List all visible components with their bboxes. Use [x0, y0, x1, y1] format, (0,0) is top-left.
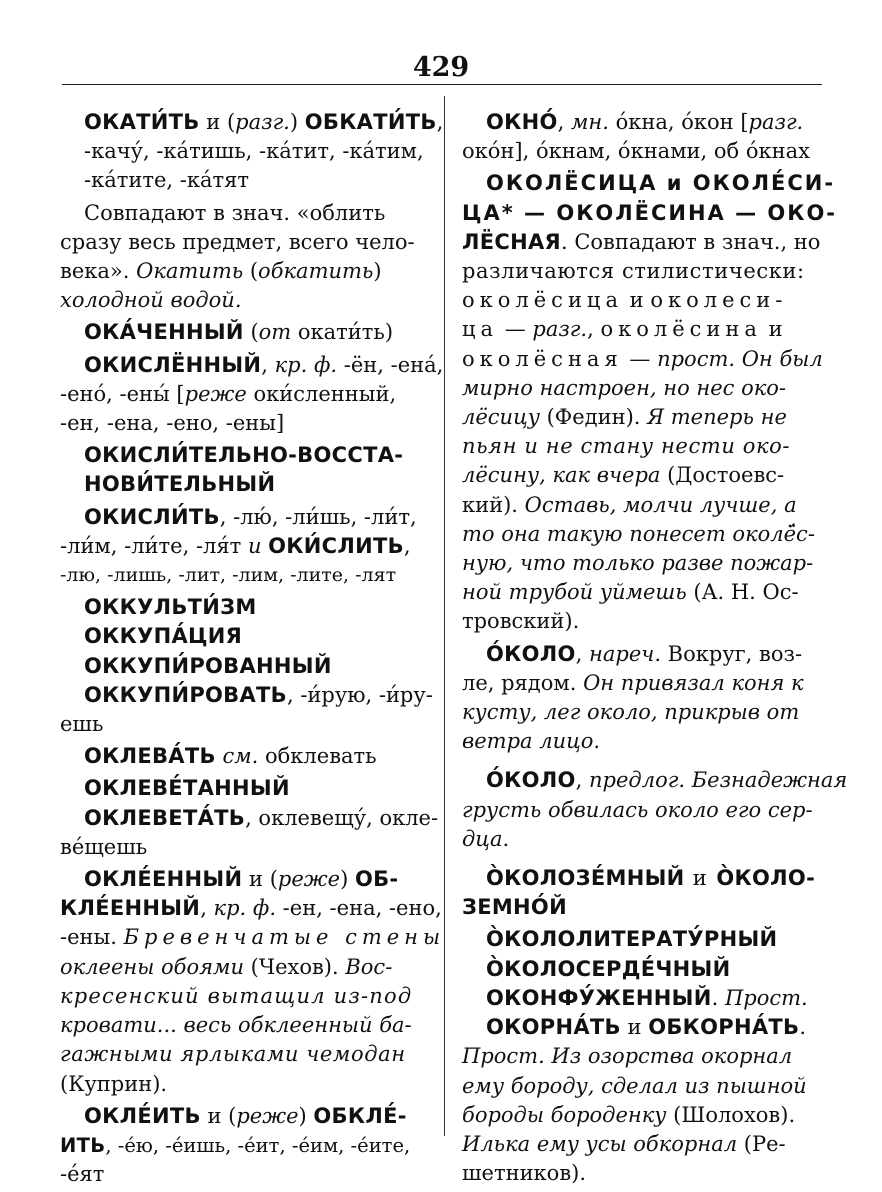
example-italic: Илька ему усы обкорнал [462, 1131, 738, 1156]
text-span: -ено́, -ены́ [ [60, 381, 185, 406]
text-span: ве́щешь [60, 834, 148, 859]
headword: О́КОЛО [486, 641, 576, 666]
text-line [60, 166, 416, 195]
text-line [462, 607, 820, 636]
text-line [462, 698, 820, 727]
headword: ОКИСЛИ́ТЬ [84, 504, 220, 529]
example-italic: Прост. Из озорства окорнал [462, 1044, 793, 1069]
text-span: , [575, 768, 590, 793]
text-line [60, 1040, 416, 1069]
entry-okatit [60, 108, 444, 196]
text-span: ( [243, 259, 259, 284]
entry-okolo-narech [462, 640, 820, 757]
example-italic: то она такую понесет околё́с- [462, 521, 815, 546]
example-italic: грусть обвилась около его сер- [462, 797, 813, 822]
entry-okachenny [60, 318, 416, 347]
example-italic: Я теперь не [647, 405, 787, 430]
text-span: ле, рядом. [462, 670, 584, 695]
headword: О̀КОЛОЗЕ́МНЫЙ [486, 866, 685, 891]
headword: ОКАТИ́ТЬ [84, 110, 200, 134]
text-line [462, 578, 820, 607]
text-line [462, 669, 820, 698]
text-span: (Шолохов). [666, 1102, 796, 1127]
label-italic: Прост. [724, 985, 808, 1010]
entry-okornat [462, 1013, 820, 1188]
entry-okololiteraturny [462, 925, 820, 954]
text-line [462, 549, 820, 578]
text-line [60, 1011, 416, 1040]
text-line [462, 640, 820, 669]
text-line [462, 461, 820, 490]
headword: ОККУЛЬТИ́ЗМ [84, 595, 257, 620]
text-line [60, 1131, 416, 1160]
text-line [462, 984, 820, 1013]
text-line [462, 374, 820, 403]
label-italic: нареч. [589, 641, 661, 666]
text-span: , [575, 641, 590, 666]
text-line [462, 286, 820, 315]
text-line [462, 825, 820, 854]
text-span: -ка́тите, -ка́тят [84, 168, 249, 193]
entry-okleenny [60, 865, 446, 1099]
text-line [462, 1130, 820, 1159]
label-italic: реже [277, 867, 341, 892]
label-italic: от [258, 320, 292, 345]
headword: ОККУПА́ЦИЯ [84, 624, 243, 649]
text-span: — [622, 346, 658, 371]
header-rule [62, 84, 822, 85]
text-span: различаются стилистически: [462, 259, 805, 284]
headword: ОКОЛЁСИЦА и ОКОЛЕ́СИ- [486, 171, 836, 196]
text-span: -ли́м, -ли́те, -ля́т [60, 533, 248, 558]
text-span: кий). [462, 492, 525, 517]
entry-okkupatsiya [60, 622, 416, 651]
headword: О̀КОЛО- [716, 866, 816, 891]
example-italic: Он привязал коня к [583, 670, 804, 695]
text-span: и [620, 1015, 649, 1040]
text-span: (Куприн). [60, 1071, 168, 1096]
entry-okolesitsa [462, 169, 838, 636]
entry-okonfuzhenny [462, 984, 820, 1013]
entry-okislenny [60, 351, 444, 439]
text-line [60, 532, 416, 561]
headword: КЛЕ́ЕННЫЙ [60, 896, 201, 921]
example-italic: лёсицу [462, 405, 540, 430]
spaced-word: околёсина [600, 317, 762, 342]
headword: ЛЁСНАЯ [462, 229, 561, 254]
text-span: (А. Н. Ос- [686, 580, 799, 605]
headword: ОКА́ЧЕННЫЙ [84, 320, 244, 345]
text-span: -лю, -лишь, -лит, -лим, -лите, -лят [60, 564, 397, 587]
text-span: , [261, 352, 275, 377]
headword: ОБКЛЕ́- [313, 1103, 407, 1128]
headword: ОКИ́СЛИТЬ [268, 533, 404, 558]
example-italic: ной трубой уймешь [462, 580, 687, 605]
text-span: -ен, -ена, -ено, -ены] [60, 411, 285, 436]
entry-oklevat [60, 742, 416, 771]
text-line [60, 228, 416, 257]
label-italic: кр. ф. [274, 352, 338, 377]
example-italic: пьян и не стану нести око- [462, 434, 791, 459]
headword: ОККУПИ́РОВАТЬ [84, 682, 287, 707]
text-line [462, 257, 820, 286]
headword: О̀КОЛОСЕРДЕ́ЧНЫЙ [486, 956, 731, 981]
headword: ОБ- [354, 867, 399, 892]
text-span: окати́ть) [291, 320, 394, 345]
example-italic: Окатить [136, 259, 244, 284]
text-line [60, 710, 416, 739]
headword: ОБКОРНА́ТЬ [648, 1015, 800, 1040]
example-italic: прост. Он был [657, 346, 823, 371]
text-line [60, 804, 439, 833]
text-span: (Достоевс- [660, 463, 785, 488]
example-italic: оклеены обоями [60, 954, 244, 979]
text-span: и [622, 288, 651, 313]
text-span: (Федин). [539, 405, 648, 430]
headword: ОКЛЕВЕ́ТАННЫЙ [84, 776, 290, 801]
entry-okolozemny [462, 864, 820, 922]
text-span: -качу́, -ка́тишь, -ка́тит, -ка́тим, [84, 139, 424, 164]
text-span: ) [373, 259, 382, 284]
label-italic: реже [236, 1103, 299, 1128]
text-line [462, 491, 820, 520]
text-span: и ( [199, 110, 236, 134]
text-span: -е́ят [60, 1162, 105, 1187]
text-span: , оклевещу́, окле- [245, 805, 439, 830]
text-span: о́кна, о́кон [ [608, 110, 749, 134]
headword: ОКОНФУ́ЖЕННЫЙ [486, 985, 712, 1010]
text-line [60, 833, 416, 862]
text-span: -ены. [60, 925, 124, 950]
example-italic: ветра лицо. [462, 729, 601, 754]
text-line [60, 982, 416, 1011]
text-line [60, 380, 416, 409]
text-line [60, 108, 444, 137]
column-divider [444, 96, 445, 1136]
spaced-word: околеси- [650, 288, 788, 313]
headword: ОКИСЛЁННЫЙ [84, 352, 262, 377]
entry-okkultizm [60, 593, 416, 622]
text-span: и [761, 317, 783, 342]
text-span: , [557, 110, 572, 134]
example-italic: Бревенчатые стены [123, 925, 446, 950]
example-italic: холодной водой. [60, 288, 242, 313]
label-italic: разг. [235, 110, 290, 134]
right-column [462, 108, 848, 1191]
text-span: (Ре- [737, 1131, 786, 1156]
entry-okolo-predlog [462, 766, 848, 854]
label-italic: мн. [571, 110, 609, 134]
text-span: . [711, 985, 725, 1010]
headword: ЦА* — ОКОЛЁСИНА — ОКО- [462, 200, 838, 225]
label-italic: и [247, 533, 262, 558]
text-line [462, 520, 820, 549]
text-span: и ( [200, 1103, 237, 1128]
text-span: . Совпадают в знач., но [561, 229, 821, 254]
text-span: ( [243, 320, 259, 345]
example-italic: кровати... весь обклеенный ба- [60, 1013, 412, 1038]
text-line [60, 1070, 416, 1099]
text-line [60, 286, 416, 315]
entry-okoloserdechny [462, 955, 820, 984]
text-span: , -е́ю, -е́ишь, -е́ит, -е́им, -е́ите, [105, 1133, 411, 1157]
text-span: обклевать [258, 744, 377, 769]
text-line [462, 766, 848, 795]
headword: ОБКАТИ́ТЬ [304, 110, 437, 134]
example-italic: гажными ярлыками чемодан [60, 1042, 406, 1067]
entry-okislitelno [60, 441, 416, 499]
example-italic: мирно настроен, но нес око- [462, 375, 787, 400]
text-line [462, 1042, 820, 1071]
text-line [462, 1159, 820, 1188]
example-italic: предлог. Безнадежная [589, 768, 848, 793]
text-span: -ен, -ена, -ено, [276, 896, 442, 921]
left-column [60, 108, 446, 1192]
text-line [60, 865, 416, 894]
headword: ОКЛЕ́ИТЬ [84, 1103, 201, 1128]
spaced-word: околёсная [462, 346, 623, 371]
text-span: , -и́рую, -и́ру- [286, 682, 433, 707]
text-span: -ён, -ена́, [337, 352, 444, 377]
headword: ОКНО́ [486, 110, 558, 134]
headword: ОКЛЕВЕТА́ТЬ [84, 805, 246, 830]
example-italic: Вос- [345, 954, 393, 979]
text-line [462, 228, 820, 257]
text-span: ) [289, 110, 305, 134]
example-italic: кресенский вытащил из-под [60, 983, 413, 1008]
headword: ОКЛЕВА́ТЬ [84, 744, 216, 769]
headword: ЗЕМНО́Й [462, 895, 567, 920]
label-italic: см. [222, 744, 259, 769]
headword: НОВИ́ТЕЛЬНЫЙ [84, 472, 276, 497]
text-line [60, 681, 433, 710]
text-line [462, 864, 820, 893]
text-span: око́н], о́кнам, о́кнами, об о́кнах [462, 139, 810, 164]
entry-okleit [60, 1102, 416, 1190]
example-italic: дца. [462, 826, 510, 851]
text-line [60, 1102, 416, 1131]
text-span: , [200, 896, 214, 921]
text-line [60, 923, 446, 952]
text-span: Совпадают в знач. «облить [84, 200, 386, 225]
text-span: . [799, 1015, 807, 1040]
spaced-word: околёсица [462, 288, 623, 313]
text-line [462, 315, 820, 344]
example-italic: Оставь, молчи лучше, а [524, 492, 797, 517]
text-line [60, 742, 416, 771]
text-span: шетников). [462, 1161, 587, 1186]
label-italic: кр. ф. [213, 896, 276, 921]
text-span: оки́сленный, [246, 381, 397, 406]
text-span: тровский). [462, 609, 580, 634]
text-span: сразу весь предмет, всего чело- [60, 229, 415, 254]
headword: О́КОЛО [486, 768, 576, 793]
text-line [60, 894, 442, 923]
text-line [60, 137, 424, 166]
text-line [60, 409, 416, 438]
entry-okno [462, 108, 820, 166]
text-line [60, 503, 416, 532]
text-line [462, 1101, 820, 1130]
text-line [60, 199, 416, 228]
text-span: века». [60, 259, 137, 284]
label-italic: разг. [748, 110, 804, 134]
example-italic: лёсину, как вчера [462, 463, 661, 488]
text-span: , -лю́, -ли́шь, -ли́т, [219, 504, 417, 529]
example-italic: кусту, лег около, прикрыв от [462, 700, 800, 725]
entry-okislit [60, 503, 416, 591]
example-italic: обкатить [258, 259, 374, 284]
entry-okkupirovanny [60, 652, 416, 681]
text-line [60, 561, 416, 590]
text-line [60, 257, 416, 286]
headword: ОККУПИ́РОВАННЫЙ [84, 653, 332, 678]
text-line [60, 351, 444, 380]
text-span: (Чехов). [243, 954, 346, 979]
text-line [462, 345, 823, 374]
text-line [462, 1013, 820, 1042]
text-line [462, 108, 820, 137]
text-span: и [684, 866, 717, 891]
entry-okleveta-nny [60, 774, 416, 803]
label-italic: реже [184, 381, 247, 406]
example-italic: бороды бороденку [462, 1102, 667, 1127]
text-span: и ( [242, 867, 278, 892]
text-line [462, 137, 820, 166]
text-line [60, 953, 416, 982]
text-span: , [403, 533, 411, 558]
example-italic: ную, что только разве пожар- [462, 551, 814, 576]
entry-okatit-note [60, 199, 416, 316]
text-line [462, 727, 820, 756]
text-line [60, 1160, 416, 1189]
entry-okleve-tat [60, 804, 439, 862]
headword: О̀КОЛОЛИТЕРАТУ́РНЫЙ [486, 927, 778, 952]
text-line [462, 1072, 820, 1101]
text-line [60, 318, 416, 347]
text-span: ) [340, 867, 355, 892]
entry-okkupirovat [60, 681, 433, 739]
text-span: Вокруг, воз- [661, 641, 803, 666]
text-line [462, 432, 820, 461]
headword: ОКОРНА́ТЬ [486, 1015, 621, 1040]
text-span: , [436, 110, 444, 134]
text-span: ) [298, 1103, 314, 1128]
headword: ИТЬ [60, 1133, 106, 1157]
headword: ОКЛЕ́ЕННЫЙ [84, 867, 243, 892]
example-italic: ему бороду, сделал из пышной [462, 1073, 807, 1098]
text-span: , [587, 317, 601, 342]
label-italic: разг. [532, 317, 588, 342]
text-span: — [498, 317, 533, 342]
page-number: 429 [412, 52, 470, 83]
headword: ОКИСЛИ́ТЕЛЬНО-ВОССТА- [84, 443, 404, 468]
text-line [462, 796, 820, 825]
spaced-word: ца [462, 317, 499, 342]
text-span: ешь [60, 712, 104, 737]
text-line [462, 403, 820, 432]
